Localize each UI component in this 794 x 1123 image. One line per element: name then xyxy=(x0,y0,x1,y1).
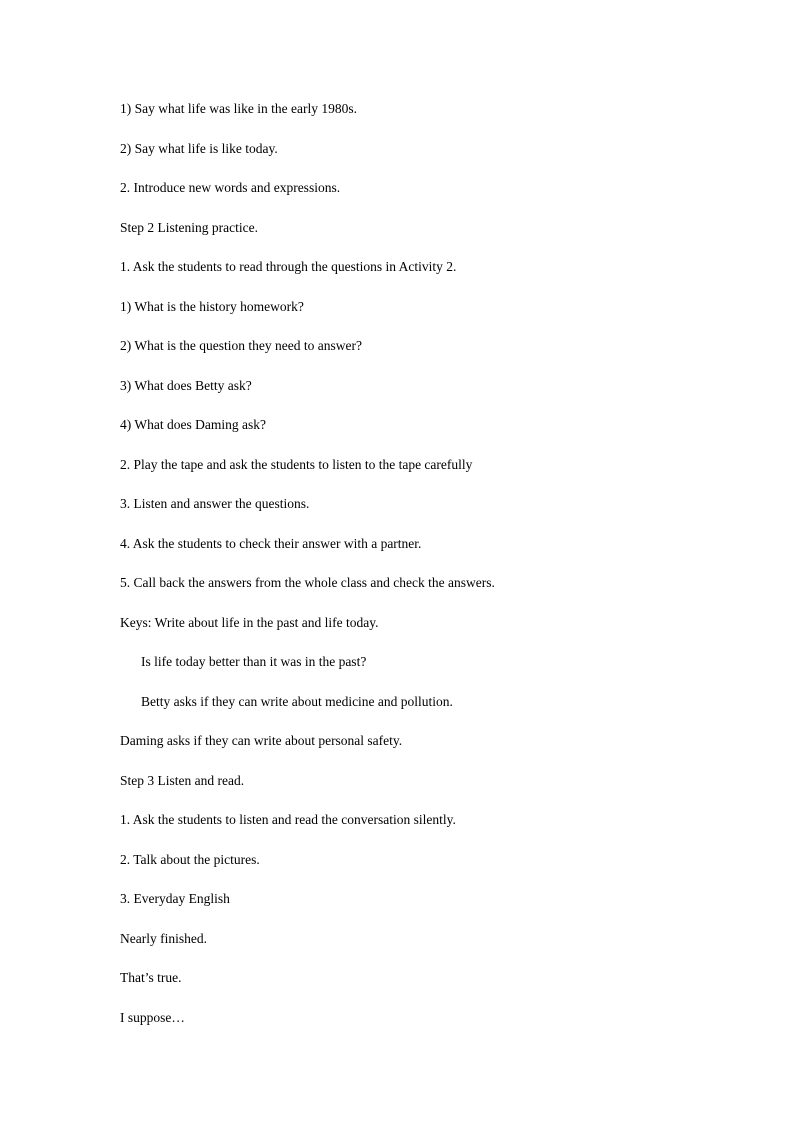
document-body xyxy=(120,100,700,1048)
body-line-19: 1. Ask the students to listen and read the conversation silently. xyxy=(120,812,456,827)
question-line-1: 1) What is the history homework? xyxy=(120,298,304,314)
body-line-3: 2. Introduce new words and expressions. xyxy=(120,180,341,195)
body-line-20: 2. Talk about the pictures. xyxy=(120,851,260,867)
body-line-21: 3. Everyday English xyxy=(120,891,230,906)
phrase-line-3: I suppose… xyxy=(120,1009,185,1025)
body-line-13: 5. Call back the answers from the whole class and check the answers. xyxy=(120,575,495,590)
phrase-line-2: That’s true. xyxy=(120,970,182,985)
keys-indented-line-1: Is life today better than it was in the past? xyxy=(141,654,367,669)
section-heading-step-3: Step 3 Listen and read. xyxy=(120,772,245,788)
body-line-5: 1. Ask the students to read through the questions in Activity 2. xyxy=(120,259,457,274)
section-heading-step-2: Step 2 Listening practice. xyxy=(120,219,258,235)
keys-indented-line-2: Betty asks if they can write about medicine and pollution. xyxy=(141,693,453,709)
body-line-10: 2. Play the tape and ask the students to listen to the tape carefully xyxy=(120,456,473,472)
question-line-2: 2) What is the question they need to answer? xyxy=(120,338,362,353)
phrase-line-1: Nearly finished. xyxy=(120,930,207,946)
body-line-1: 1) Say what life was like in the early 1980s. xyxy=(120,101,357,116)
body-line-12: 4. Ask the students to check their answer with a partner. xyxy=(120,535,422,551)
body-line-17: Daming asks if they can write about personal safety. xyxy=(120,733,403,748)
keys-line: Keys: Write about life in the past and life today. xyxy=(120,614,379,630)
body-line-11: 3. Listen and answer the questions. xyxy=(120,496,310,511)
question-line-4: 4) What does Daming ask? xyxy=(120,417,266,432)
question-line-3: 3) What does Betty ask? xyxy=(120,377,252,393)
body-line-2: 2) Say what life is like today. xyxy=(120,140,278,156)
